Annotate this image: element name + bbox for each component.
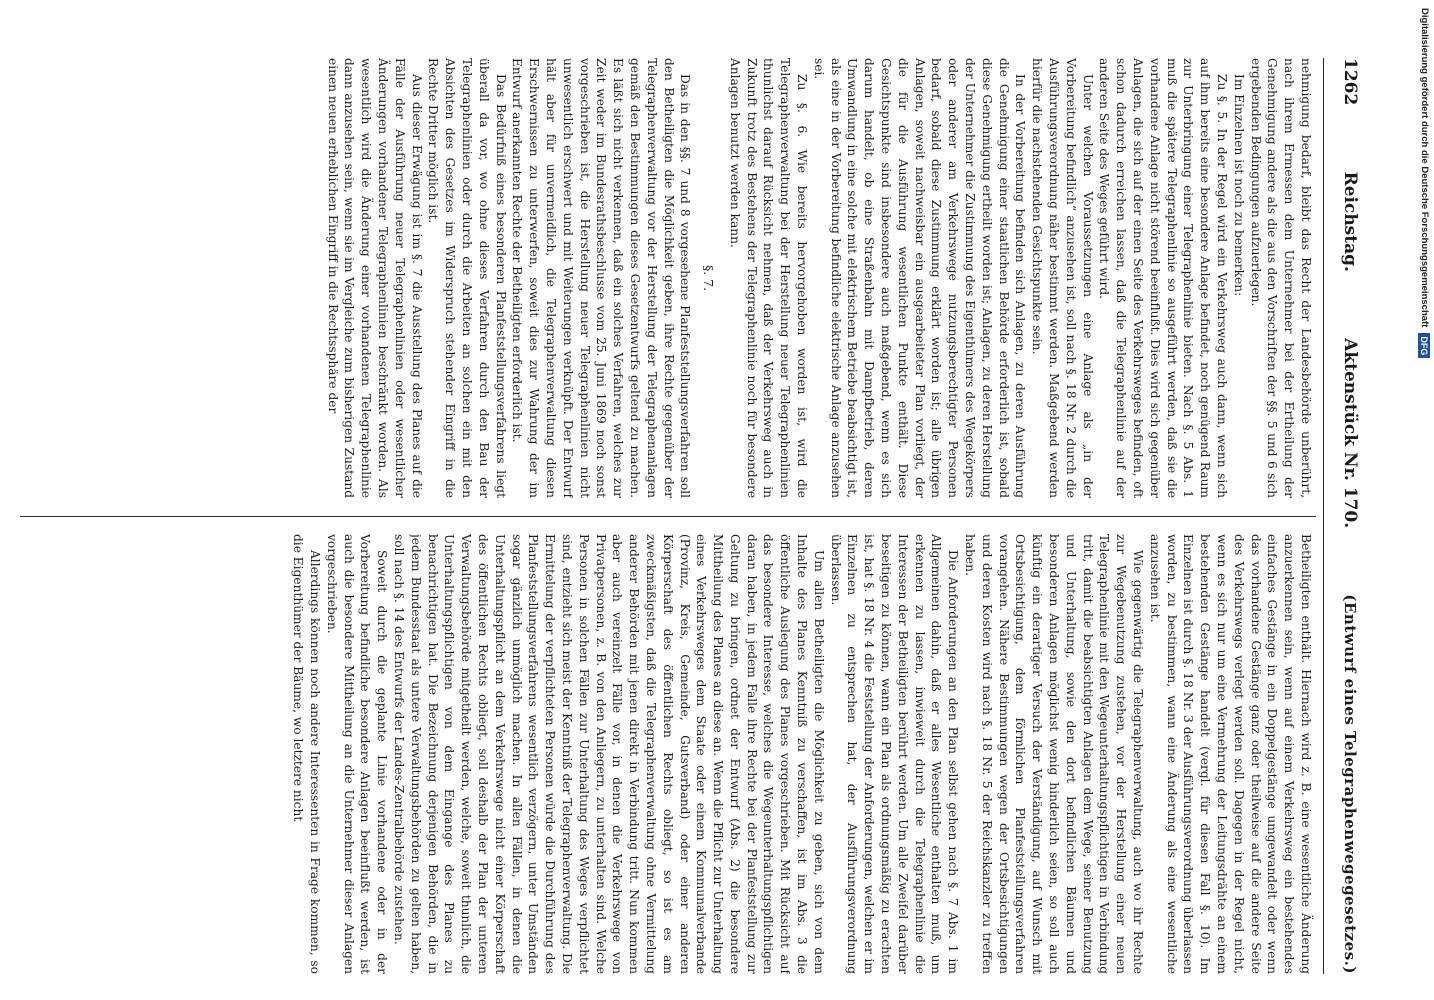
digitization-note-text: Digitalisierung gefördert durch die Deutsche Forschungsgemeinschaft	[1419, 8, 1430, 328]
digitization-note	[1415, 8, 1433, 998]
left-column	[20, 58, 1314, 498]
column-divider	[20, 516, 1316, 517]
header-reichstag: Reichstag.	[1340, 171, 1360, 272]
paragraph: Aus dieser Erwägung ist im §. 7 die Ausstellung des Planes auf die Fälle der Ausführung neuer Telegraphenlinien oder wesentlicher Änderungen vorhandener Telegraphenlinien beschränkt worden. Als wesentlich wird die Änderung einer vorhandenen Telegraphenlinie dann anzusehen sein, wenn sie im Vergleiche zum bisherigen Zustand einen neuen erheblichen Eingriff in die Rechtssphäre der	[325, 58, 424, 498]
paragraph: Das Bedürfniß eines besonderen Planfeststellungsverfahrens liegt überall da vor, wo ohne dieses Verfahren durch den Bau der Telegraphenlinien oder durch die Arbeiten an solchen ein mit den Absichten des Gesetzes im Widerspruch stehender Eingriff in die Rechte Dritter möglich ist.	[426, 58, 508, 498]
page-header	[1326, 58, 1360, 974]
header-aktenstueck: Aktenstück Nr. 170.	[1340, 338, 1360, 529]
paragraph: Zu §. 6. Wie bereits hervorgehoben worden ist, wird die Telegraphenverwaltung bei der Herstellung neuer Telegraphenlinien thunlichst darauf Rücksicht nehmen, daß der Verkehrsweg auch in Zukunft trotz des Bestehens der Telegraphenlinie noch für besondere Anlagen benutzt werden kann.	[727, 58, 810, 498]
paragraph: Die Anforderungen an den Plan selbst gehen nach §. 7 Abs. 1 im Allgemeinen dahin, daß er alles Wesentliche enthalten muß, um erkennen zu lassen, inwieweit durch die Telegraphenlinie die Interessen der Betheiligten berührt werden. Um alle Zweifel darüber beseitigen zu können, wann ein Plan als ordnungsmäßig zu erachten ist, hat §. 18 Nr. 4 die Feststellung der Anforderungen, welchen er im Einzelnen zu entsprechen hat, der Ausführungsverordnung überlassen.	[828, 534, 961, 974]
paragraph: Um allen Betheiligten die Möglichkeit zu geben, sich von dem Inhalte des Planes Kenntniß zu verschaffen, ist im Abs. 3 die öffentliche Auslegung des Planes vorgeschrieben. Mit Rücksicht auf das besondere Interesse, welches die Wegeunterhaltungspflichtigen daran haben, in jedem Falle ihre Rechte bei der Planfeststellung zur Geltung zu bringen, ordnet der Entwurf (Abs. 2) die besondere Mittheilung des Planes an diese an. Wenn die Pflicht zur Unterhaltung eines Verkehrsweges dem Staate oder einem Kommunalverbande (Provinz, Kreis, Gemeinde, Gutsverband) oder einer anderen Körperschaft des öffentlichen Rechts obliegt, so ist es am zweckmäßigsten, daß die Telegraphenverwaltung ohne Vermittelung anderer Behörden mit jenen direkt in Verbindung tritt. Nun kommen aber auch vereinzelt Fälle vor, in denen die Verkehrswege von Privatpersonen, z. B. von den Anliegern, zu unterhalten sind. Welche Personen in solchen Fällen zur Unterhaltung des Weges verpflichtet sind, entzieht sich meist der Kenntniß der Telegraphenverwaltung. Die Ermittelung der verpflichteten Personen würde die Durchführung des Planfeststellungsverfahrens wesentlich verzögern, unter Umständen sogar gänzlich unmöglich machen. In allen Fällen, in denen die Unterhaltungspflicht an dem Verkehrswege nicht einer Körperschaft des öffentlichen Rechts obliegt, soll deshalb der Plan der unteren Verwaltungsbehörde mitgetheilt werden, welche, soweit thunlich, die Unterhaltungspflichtigen von dem Eingange des Planes zu benachrichtigen hat. Die Bezeichnung derjenigen Behörden, die in jedem Bundesstaat als untere Verwaltungsbehörden zu gelten haben, soll nach §. 14 des Entwurfs der Landes-Zentralbehörde zustehen.	[391, 534, 826, 974]
paragraph: nehmigung bedarf, bleibt das Recht der Landesbehörde unberührt, nach ihrem Ermessen dem Unternehmer bei der Ertheilung der Genehmigung andere als die aus den Vorschriften der §§. 5 und 6 sich ergebenden Bedingungen aufzuerlegen.	[1248, 58, 1313, 498]
paragraph: Das in den §§. 7 und 8 vorgesehene Planfeststellungsverfahren soll den Betheiligten die Möglichkeit geben, ihre Rechte gegenüber der Telegraphenverwaltung vor der Herstellung der Telegraphenanlagen gemäß den Bestimmungen dieses Gesetzentwurfs geltend zu machen. Es läßt sich nicht verkennen, daß ein solches Verfahren, welches zur Zeit weder im Bundesrathsbeschlusse vom 25. Juni 1869 noch sonst vorgeschrieben ist, die Herstellung neuer Telegraphenlinien nicht unwesentlich erschwert und mit Weiterungen verknüpft. Der Entwurf hält aber für unvermeidlich, die Telegraphenverwaltung diesen Erschwernissen zu unterwerfen, soweit dies zur Wahrung der im Entwurf anerkannten Rechte der Betheiligten erforderlich ist.	[510, 58, 693, 498]
paragraph: Im Einzelnen ist noch zu bemerken:	[1231, 74, 1246, 297]
paragraph: Zu §. 5. In der Regel wird ein Verkehrsweg auch dann, wenn sich auf ihm bereits eine besondere Anlage befindet, noch genügend Raum zur Unterbringung einer Telegraphenlinie bieten. Nach §. 5 Abs. 1 muß die spätere Telegraphenlinie so ausgeführt werden, daß sie die vorhandene Anlage nicht störend beeinflußt. Dies wird sich gegenüber Anlagen, die sich auf der einen Seite des Verkehrsweges befinden, oft schon dadurch erreichen lassen, daß die Telegraphenlinie auf der anderen Seite des Weges geführt wird.	[1097, 58, 1230, 498]
page-number: 1262	[1340, 58, 1360, 106]
paragraph: Betheiligten enthält. Hiernach wird z. B. eine wesentliche Änderung anzuerkennen sein, wenn auf einem Verkehrsweg ein bestehendes einfaches Gestänge in ein Doppelgestänge umgewandelt oder wenn das vorhandene Gestänge ganz oder theilweise auf die andere Seite des Verkehrswegs verlegt werden soll. Dagegen in der Regel nicht, wenn es sich nur um eine Vermehrung der Leitungsdrähte an einem bestehenden Gestänge handelt (vergl. für diesen Fall §. 10). Im Einzelnen ist durch §. 18 Nr. 3 der Ausführungsverordnung überlassen worden, zu bestimmen, wann eine Änderung als eine wesentliche anzusehen ist.	[1147, 534, 1313, 974]
paragraph: Allerdings können noch andere Interessenten in Frage kommen, so die Eigenthümer der Bäume, wo letztere nicht	[291, 534, 322, 974]
section-heading: §. 7.	[701, 264, 717, 292]
paragraph: Soweit durch die geplante Linie vorhandene oder in der Vorbereitung befindliche besondere Anlagen beeinflußt werden, ist auch die besondere Mittheilung an die Unternehmer dieser Anlagen vorgeschrieben.	[324, 534, 390, 974]
dfg-logo: DFG	[1418, 333, 1430, 358]
header-title: (Entwurf eines Telegraphenwegegesetzes.)	[1341, 594, 1359, 974]
right-column	[20, 534, 1314, 974]
paragraph: Wie gegenwärtig die Telegraphenverwaltung, auch wo ihr Rechte zur Wegebenutzung zustehen, vor der Herstellung einer neuen Telegraphenlinie mit den Wegeunterhaltungspflichtigen in Verbindung tritt, damit die beabsichtigten Anlagen dem Wege, seiner Benutzung und Unterhaltung, sowie den dort befindlichen Bäumen und besonderen Anlagen möglichst wenig hinderlich seien, so soll auch künftig ein derartiger Versuch der Verständigung, auf Wunsch mit Ortsbesichtigung, dem förmlichen Planfeststellungsverfahren vorangehen. Nähere Bestimmungen wegen der Ortsbesichtigungen und deren Kosten wird nach §. 18 Nr. 5 der Reichskanzler zu treffen haben.	[963, 534, 1146, 974]
header-rule	[1323, 58, 1324, 974]
paragraph: Unter welchen Voraussetzungen eine Anlage als „in der Vorbereitung befindlich“ anzusehen ist, soll nach §. 18 Nr. 2 durch die Ausführungsverordnung näher bestimmt werden. Maßgebend werden hierfür die nachstehenden Gesichtspunkte sein.	[1030, 58, 1095, 498]
document-page	[20, 58, 1360, 974]
paragraph: In der Vorbereitung befinden sich Anlagen, zu deren Ausführung die Genehmigung einer staatlichen Behörde erforderlich ist, sobald diese Genehmigung ertheilt worden ist; Anlagen, zu deren Herstellung der Unternehmer die Zustimmung des Eigenthümers des Wegekörpers oder anderer am Verkehrswege nutzungsberechtigter Personen bedarf, sobald diese Zustimmung erklärt worden ist; alle übrigen Anlagen, soweit nachweisbar ein ausgearbeiteter Plan vorliegt, der die für die Ausführung wesentlichen Punkte enthält. Diese Gesichtspunkte sind insbesondere auch maßgebend, wenn es sich darum handelt, ob eine Straßenbahn mit Dampfbetrieb, deren Umwandlung in eine solche mit elektrischem Betriebe beabsichtigt ist, als eine in der Vorbereitung befindliche elektrische Anlage anzusehen sei.	[811, 58, 1028, 498]
